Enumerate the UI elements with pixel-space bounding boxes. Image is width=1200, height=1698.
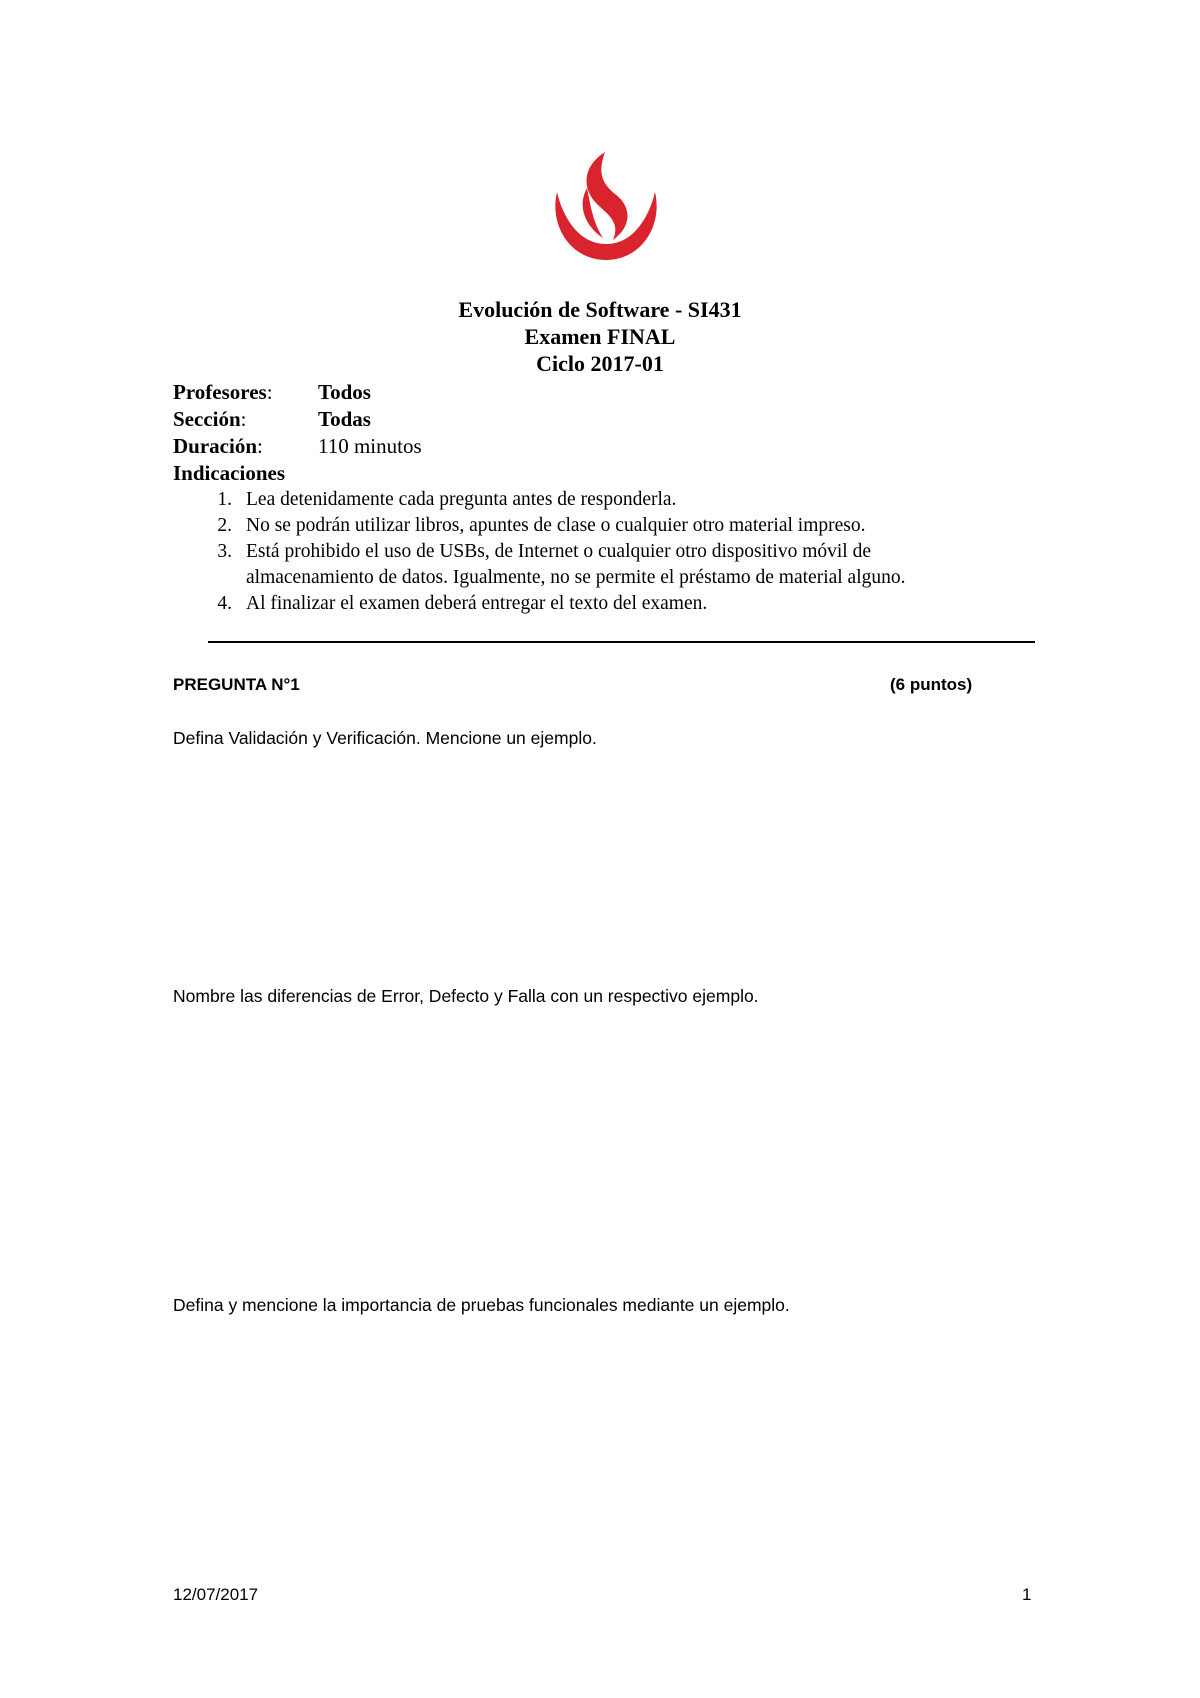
cycle-title: Ciclo 2017-01 [536,351,664,376]
item-text: Lea detenidamente cada pregunta antes de responderla. [246,489,677,510]
colon: : [257,434,263,458]
item-number: 1. [217,489,232,510]
list-item [173,513,1033,539]
item-number: 2. [217,515,232,536]
item-text-line-2: almacenamiento de datos. Igualmente, no se permite el préstamo de material alguno. [246,567,906,588]
item-text: Al finalizar el examen deberá entregar el texto del examen. [246,593,708,614]
colon: : [266,380,273,404]
list-item [173,591,1033,617]
question-points: (6 puntos) [890,675,973,694]
question-part-2: Nombre las diferencias de Error, Defecto y Falla con un respectivo ejemplo. [173,986,759,1006]
duration-row [173,433,422,460]
item-text: No se podrán utilizar libros, apuntes de clase o cualquier otro material impreso. [246,515,866,536]
list-item [173,487,1033,513]
course-title: Evolución de Software - SI431 [458,297,742,322]
exam-info [173,379,422,460]
colon: : [240,407,247,431]
duration-value: 110 minutos [318,434,422,458]
question-part-3: Defina y mencione la importancia de pruebas funcionales mediante un ejemplo. [173,1295,790,1315]
item-number: 3. [217,541,232,562]
item-text-line-1: Está prohibido el uso de USBs, de Internet o cualquier otro dispositivo móvil de [246,541,871,562]
professors-row [173,379,422,406]
section-label: Sección [173,407,241,431]
question-part-1: Defina Validación y Verificación. Mencione un ejemplo. [173,728,597,748]
page-number: 1 [1022,1585,1032,1604]
horizontal-divider [208,641,1035,643]
footer-date: 12/07/2017 [173,1585,259,1604]
exam-title: Examen FINAL [524,324,676,349]
item-number: 4. [217,593,232,614]
section-value: Todas [318,407,371,431]
list-item [173,539,1033,591]
duration-label: Duración [173,434,257,458]
professors-value: Todos [318,380,371,404]
question-title: PREGUNTA N°1 [173,675,300,694]
indications-list [173,487,1033,617]
indications-heading: Indicaciones [173,461,286,485]
exam-header [0,296,1200,377]
upc-flame-logo [547,148,665,266]
section-row [173,406,422,433]
professors-label: Profesores [173,380,267,404]
